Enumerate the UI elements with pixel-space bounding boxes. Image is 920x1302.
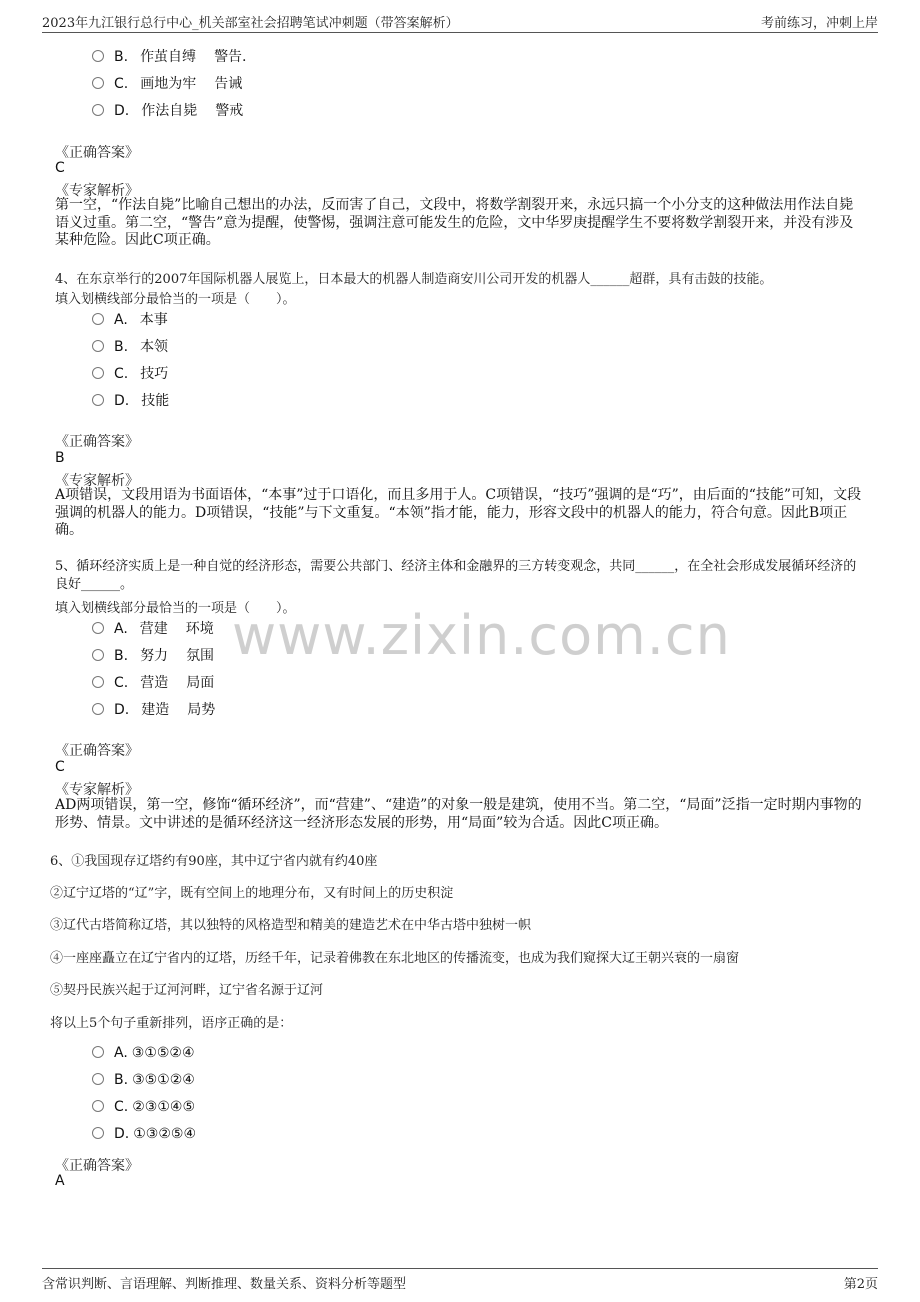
document-title: 2023年九江银行总行中心_机关部室社会招聘笔试冲刺题（带答案解析）: [42, 16, 459, 31]
radio-icon[interactable]: [92, 1073, 104, 1085]
radio-icon[interactable]: [92, 340, 104, 352]
q3-option-d[interactable]: D. 作法自毙 警戒: [92, 100, 243, 120]
radio-icon[interactable]: [92, 1046, 104, 1058]
analysis-heading: 《专家解析》: [55, 473, 139, 489]
sentence-3: ③辽代古塔简称辽塔，其以独特的风格造型和精美的建造艺术在中华古塔中独树一帜: [50, 918, 532, 933]
radio-icon[interactable]: [92, 313, 104, 325]
q6-option-a[interactable]: A. ③①⑤②④: [92, 1045, 195, 1065]
page-header: [42, 12, 878, 33]
radio-icon[interactable]: [92, 1100, 104, 1112]
radio-icon[interactable]: [92, 104, 104, 116]
question-prompt: 将以上5个句子重新排列，语序正确的是：: [50, 1016, 293, 1031]
sentence-4: ④一座座矗立在辽宁省内的辽塔，历经千年，记录着佛教在东北地区的传播流变，也成为我们窥探大辽王朝兴衰的一扇窗: [50, 951, 740, 966]
fill-prompt: 填入划横线部分最恰当的一项是（ ）。: [55, 292, 296, 307]
radio-icon[interactable]: [92, 50, 104, 62]
answer-value: B: [55, 450, 65, 466]
answer-value: C: [55, 759, 65, 775]
radio-icon[interactable]: [92, 676, 104, 688]
footer-categories: 含常识判断、言语理解、判断推理、数量关系、资料分析等题型: [42, 1277, 407, 1292]
q6-option-d[interactable]: D. ①③②⑤④: [92, 1126, 196, 1146]
answer-value: C: [55, 160, 65, 176]
answer-heading: 《正确答案》: [55, 145, 139, 161]
q3-option-b[interactable]: B. 作茧自缚 警告.: [92, 46, 247, 66]
analysis-text: AD两项错误，第一空，修饰“循环经济”，而“营建”、“建造”的对象一般是建筑，使用不当。第二空，“局面”泛指一定时期内事物的形势、情景。文中讲述的是循环经济这一经济形态发展的形势，用“局面”较为合适。因此C项正确。: [55, 797, 862, 831]
question-stem: 4、在东京举行的2007年国际机器人展览上，日本最大的机器人制造商安川公司开发的机器人______超群，具有击鼓的技能。: [55, 272, 773, 287]
analysis-heading: 《专家解析》: [55, 183, 139, 199]
radio-icon[interactable]: [92, 703, 104, 715]
q4-option-a[interactable]: A. 本事: [92, 309, 168, 329]
q5-option-b[interactable]: B. 努力 氛围: [92, 645, 214, 665]
answer-heading: 《正确答案》: [55, 1158, 139, 1174]
radio-icon[interactable]: [92, 622, 104, 634]
header-slogan: 考前练习，冲刺上岸: [760, 16, 878, 31]
q5-option-d[interactable]: D. 建造 局势: [92, 699, 215, 719]
page-number: 第2页: [843, 1277, 878, 1292]
answer-heading: 《正确答案》: [55, 434, 139, 450]
analysis-text: A项错误，文段用语为书面语体，“本事”过于口语化，而且多用于人。C项错误，“技巧”强调的是“巧”，由后面的“技能”可知，文段强调的机器人的能力。D项错误，“技能”与下文重复。“本领”指才能，能力，形容文段中的机器人的能力，符合句意。因此B项正确。: [55, 487, 862, 538]
analysis-heading: 《专家解析》: [55, 782, 139, 798]
analysis-text: 第一空，“作法自毙”比喻自己想出的办法，反而害了自己，文段中，将数学割裂开来，永远只搞一个小分支的这种做法用作法自毙语义过重。第二空，“警告”意为提醒，使警惕，强调注意可能发生的危险，文中华罗庚提醒学生不要将数学割裂开来，并没有涉及某种危险。因此C项正确。: [55, 197, 854, 248]
sentence-1: 6、①我国现存辽塔约有90座，其中辽宁省内就有约40座: [50, 854, 378, 869]
q4-option-c[interactable]: C. 技巧: [92, 363, 168, 383]
radio-icon[interactable]: [92, 367, 104, 379]
answer-heading: 《正确答案》: [55, 743, 139, 759]
sentence-2: ②辽宁辽塔的“辽”字，既有空间上的地理分布，又有时间上的历史积淀: [50, 886, 454, 901]
answer-value: A: [55, 1173, 65, 1189]
question-stem: 5、循环经济实质上是一种自觉的经济形态，需要公共部门、经济主体和金融界的三方转变观念，共同______，在全社会形成发展循环经济的良好______。: [55, 559, 857, 592]
q3-option-c[interactable]: C. 画地为牢 告诫: [92, 73, 242, 93]
radio-icon[interactable]: [92, 1127, 104, 1139]
q6-option-c[interactable]: C. ②③①④⑤: [92, 1099, 195, 1119]
radio-icon[interactable]: [92, 649, 104, 661]
radio-icon[interactable]: [92, 77, 104, 89]
q4-option-d[interactable]: D. 技能: [92, 390, 169, 410]
q4-option-b[interactable]: B. 本领: [92, 336, 168, 356]
page-footer: [42, 1268, 878, 1291]
sentence-5: ⑤契丹民族兴起于辽河河畔，辽宁省名源于辽河: [50, 983, 324, 998]
watermark: www.zixin.com.cn: [232, 604, 731, 667]
fill-prompt: 填入划横线部分最恰当的一项是（ ）。: [55, 601, 296, 616]
radio-icon[interactable]: [92, 394, 104, 406]
q5-option-c[interactable]: C. 营造 局面: [92, 672, 214, 692]
q5-option-a[interactable]: A. 营建 环境: [92, 618, 214, 638]
q6-option-b[interactable]: B. ③⑤①②④: [92, 1072, 195, 1092]
